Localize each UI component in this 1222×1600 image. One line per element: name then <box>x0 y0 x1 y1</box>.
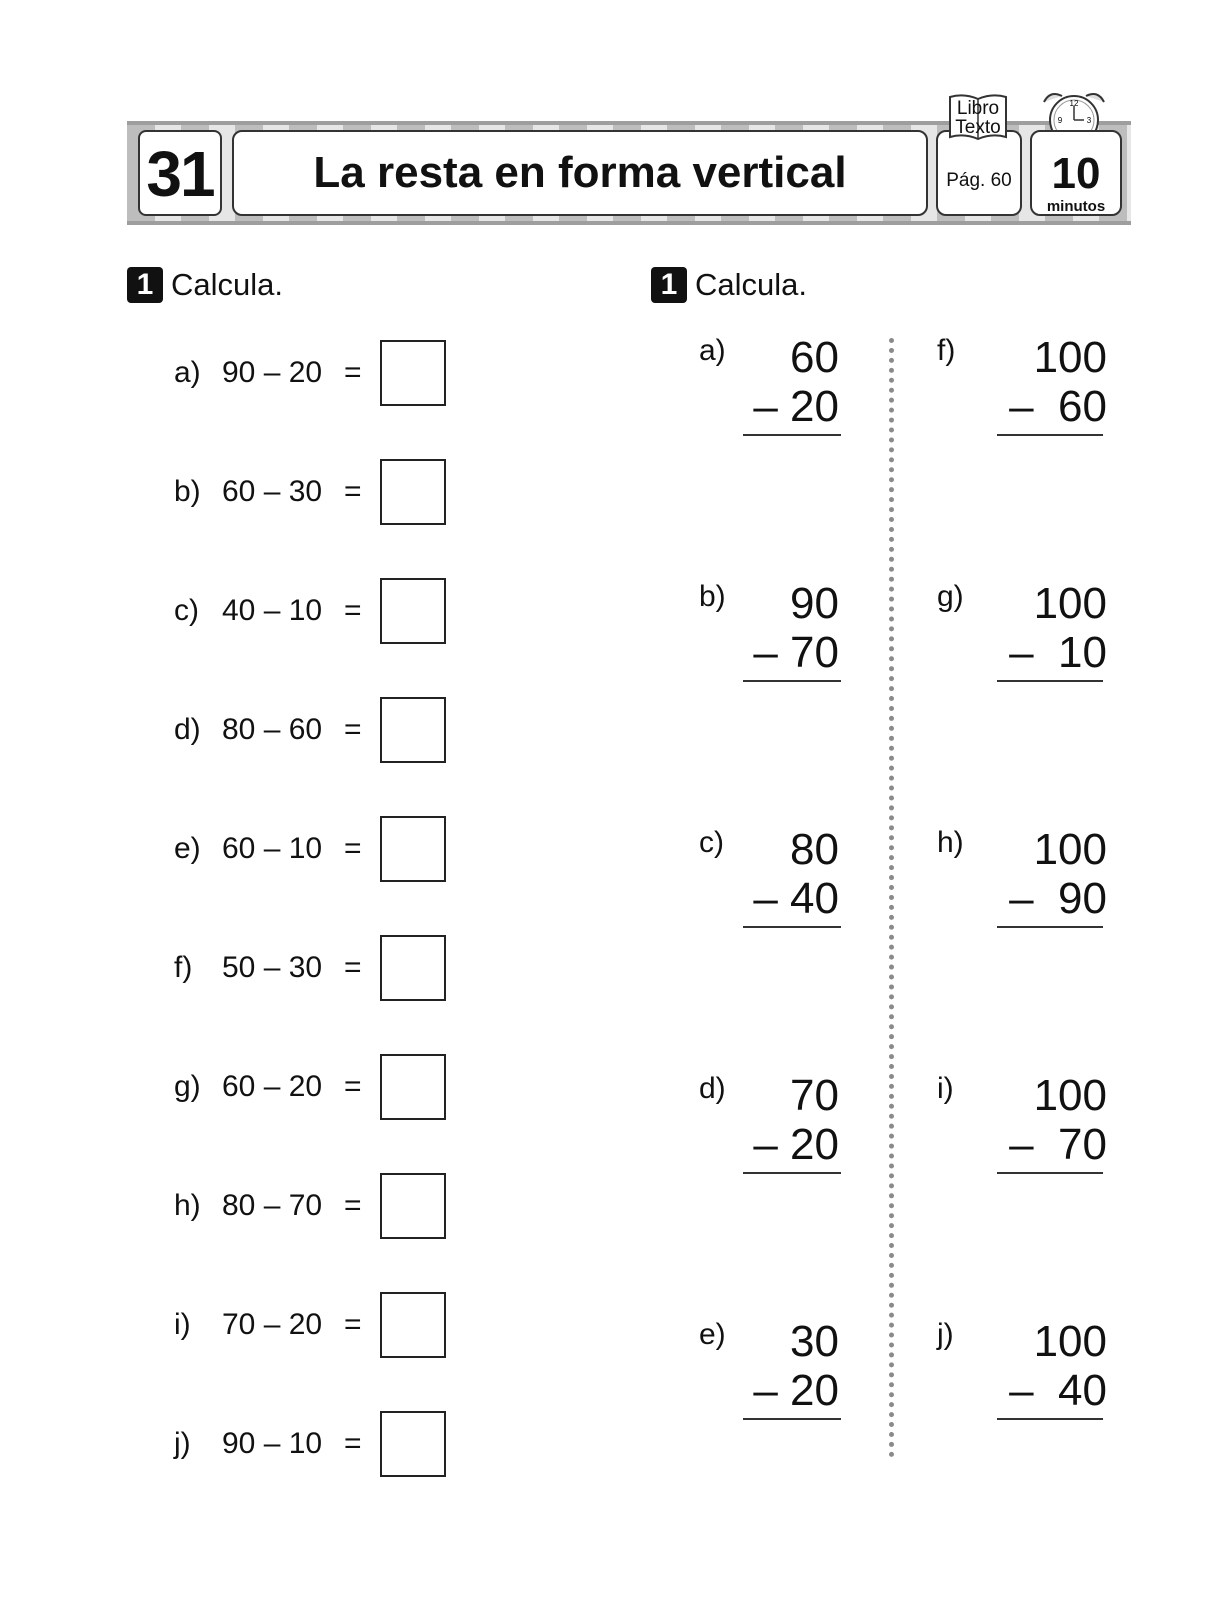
minuend: 90 <box>790 579 839 628</box>
problem-letter: d) <box>699 1072 726 1105</box>
problem-row <box>174 935 474 1003</box>
minuend: 30 <box>790 1317 839 1366</box>
answer-box[interactable] <box>380 1054 446 1120</box>
right-section-heading <box>651 267 807 303</box>
left-instruction: Calcula. <box>171 267 283 302</box>
vertical-problem <box>937 580 1107 680</box>
equals-sign: = <box>344 832 362 865</box>
problem-letter: b) <box>174 475 201 508</box>
minuend: 70 <box>790 1071 839 1120</box>
answer-box[interactable] <box>380 1411 446 1477</box>
left-section-heading <box>127 267 283 303</box>
problem-row <box>174 1173 474 1241</box>
time-value: 10 <box>1051 149 1101 198</box>
exercise-badge: 1 <box>127 267 163 303</box>
problem-expression: 60 – 10 <box>222 832 323 865</box>
problem-letter: f) <box>174 951 193 984</box>
problem-letter: g) <box>174 1070 201 1103</box>
problem-letter: h) <box>174 1189 201 1222</box>
answer-line[interactable] <box>743 1418 841 1420</box>
problem-expression: 40 – 10 <box>222 594 323 627</box>
answer-line[interactable] <box>997 1418 1103 1420</box>
clock-number-9: 9 <box>1057 116 1063 125</box>
problem-letter: d) <box>174 713 201 746</box>
problem-row <box>174 1292 474 1360</box>
vertical-problem <box>699 1318 839 1418</box>
equals-sign: = <box>344 1308 362 1341</box>
minuend: 100 <box>1033 1071 1107 1120</box>
problem-row <box>174 340 474 408</box>
exercise-badge: 1 <box>651 267 687 303</box>
worksheet-number: 31 <box>138 130 222 216</box>
time-unit: minutos <box>1046 198 1106 215</box>
answer-line[interactable] <box>997 680 1103 682</box>
answer-box[interactable] <box>380 578 446 644</box>
problem-letter: e) <box>699 1318 726 1351</box>
problem-row <box>174 816 474 884</box>
problem-expression: 60 – 30 <box>222 475 323 508</box>
minuend: 100 <box>1033 825 1107 874</box>
book-label-texto: Texto <box>955 117 1001 138</box>
vertical-problem <box>937 1072 1107 1172</box>
subtrahend: – 70 <box>1009 1120 1107 1169</box>
answer-box[interactable] <box>380 697 446 763</box>
problem-letter: j) <box>937 1318 954 1351</box>
equals-sign: = <box>344 1427 362 1460</box>
subtrahend: – 40 <box>1009 1366 1107 1415</box>
textbook-page-label: Pág. 60 <box>946 170 1012 191</box>
subtrahend: – 60 <box>1009 382 1107 431</box>
answer-line[interactable] <box>997 434 1103 436</box>
answer-box[interactable] <box>380 1173 446 1239</box>
vertical-problem <box>699 1072 839 1172</box>
problem-letter: j) <box>174 1427 191 1460</box>
problem-letter: c) <box>174 594 199 627</box>
problem-letter: a) <box>174 356 201 389</box>
answer-box[interactable] <box>380 1292 446 1358</box>
vertical-problem <box>937 1318 1107 1418</box>
clock-number-3: 3 <box>1086 116 1092 125</box>
vertical-problem <box>937 826 1107 926</box>
equals-sign: = <box>344 594 362 627</box>
answer-line[interactable] <box>743 680 841 682</box>
minuend: 60 <box>790 333 839 382</box>
vertical-problem <box>699 580 839 680</box>
time-box <box>1030 130 1122 216</box>
minuend: 100 <box>1033 333 1107 382</box>
subtrahend: – 70 <box>753 628 839 677</box>
equals-sign: = <box>344 475 362 508</box>
vertical-problem <box>699 334 839 434</box>
subtrahend: – 40 <box>753 874 839 923</box>
problem-letter: f) <box>937 334 956 367</box>
minuend: 100 <box>1033 1317 1107 1366</box>
problem-expression: 90 – 20 <box>222 356 323 389</box>
answer-box[interactable] <box>380 340 446 406</box>
problem-expression: 80 – 60 <box>222 713 323 746</box>
problem-letter: a) <box>699 334 726 367</box>
vertical-problem <box>699 826 839 926</box>
equals-sign: = <box>344 951 362 984</box>
answer-box[interactable] <box>380 459 446 525</box>
subtrahend: – 10 <box>1009 628 1107 677</box>
equals-sign: = <box>344 713 362 746</box>
right-instruction: Calcula. <box>695 267 807 302</box>
open-book-icon <box>946 93 1010 143</box>
subtrahend: – 20 <box>753 1366 839 1415</box>
problem-row <box>174 578 474 646</box>
answer-line[interactable] <box>997 1172 1103 1174</box>
problem-expression: 50 – 30 <box>222 951 323 984</box>
minuend: 80 <box>790 825 839 874</box>
problem-letter: g) <box>937 580 964 613</box>
answer-box[interactable] <box>380 935 446 1001</box>
problem-row <box>174 1054 474 1122</box>
answer-line[interactable] <box>743 926 841 928</box>
problem-row <box>174 697 474 765</box>
problem-expression: 80 – 70 <box>222 1189 323 1222</box>
problem-row <box>174 1411 474 1479</box>
answer-box[interactable] <box>380 816 446 882</box>
problem-expression: 60 – 20 <box>222 1070 323 1103</box>
answer-line[interactable] <box>997 926 1103 928</box>
subtrahend: – 20 <box>753 1120 839 1169</box>
problem-letter: e) <box>174 832 201 865</box>
problem-expression: 70 – 20 <box>222 1308 323 1341</box>
answer-line[interactable] <box>743 1172 841 1174</box>
answer-line[interactable] <box>743 434 841 436</box>
subtrahend: – 20 <box>753 382 839 431</box>
book-label-libro: Libro <box>956 98 1000 119</box>
problem-letter: c) <box>699 826 724 859</box>
problem-row <box>174 459 474 527</box>
column-divider <box>889 338 894 1458</box>
problem-letter: i) <box>174 1308 191 1341</box>
equals-sign: = <box>344 356 362 389</box>
problem-expression: 90 – 10 <box>222 1427 323 1460</box>
problem-letter: h) <box>937 826 964 859</box>
clock-number-12: 12 <box>1069 99 1079 108</box>
problem-letter: b) <box>699 580 726 613</box>
page-title: La resta en forma vertical <box>232 130 928 216</box>
equals-sign: = <box>344 1070 362 1103</box>
vertical-problem <box>937 334 1107 434</box>
minuend: 100 <box>1033 579 1107 628</box>
equals-sign: = <box>344 1189 362 1222</box>
subtrahend: – 90 <box>1009 874 1107 923</box>
problem-letter: i) <box>937 1072 954 1105</box>
